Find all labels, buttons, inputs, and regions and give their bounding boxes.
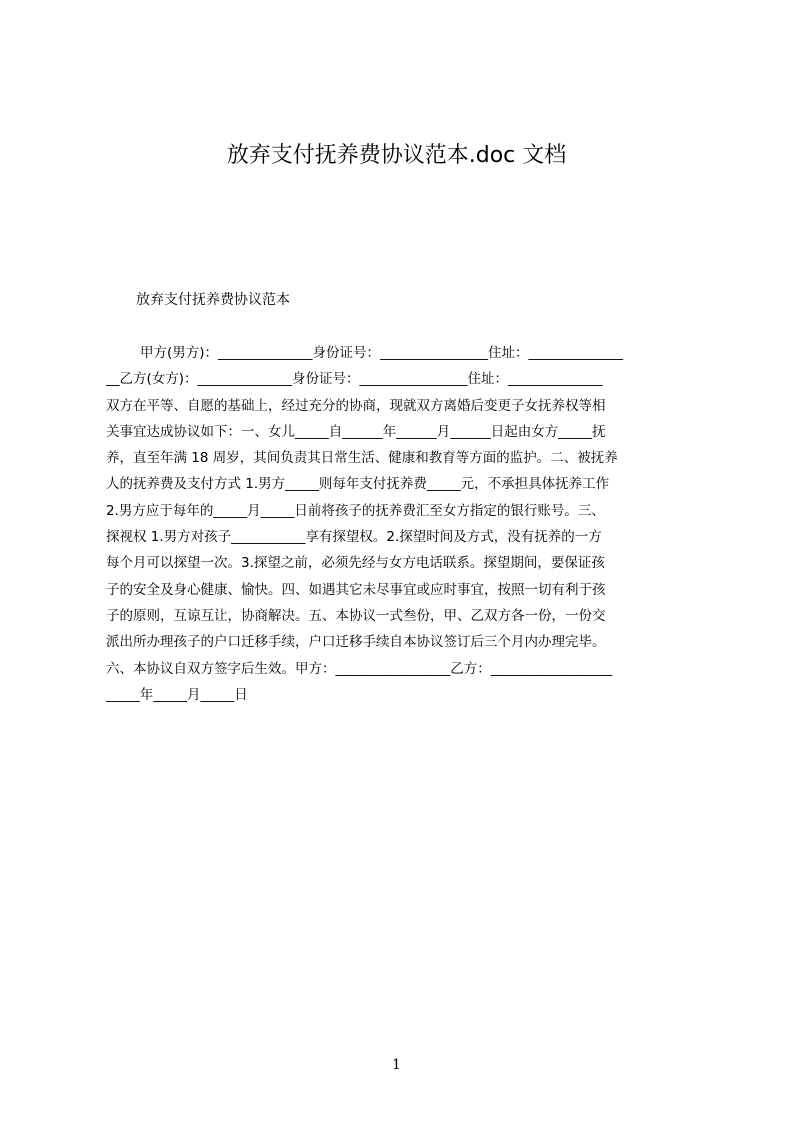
body-line: 探视权 1.男方对孩子___________享有探望权。2.探望时间及方式，没有抚养的一方 [106, 529, 602, 546]
body-line: 关事宜达成协议如下：一、女儿_____自______年______月______日起由女方_____抚 [106, 423, 606, 440]
document-title: 放弃支付抚养费协议范本.doc 文档 [226, 143, 567, 168]
body-line: 养，直至年满 18 周岁，其间负责其日常生活、健康和教育等方面的监护。二、被抚养 [106, 450, 618, 467]
page-number: 1 [392, 1057, 401, 1073]
body-line: _____年_____月_____日 [106, 686, 248, 703]
body-line: 2.男方应于每年的_____月_____日前将孩子的抚养费汇至女方指定的银行账号。三、 [106, 502, 605, 519]
body-line: 人的抚养费及支付方式 1.男方_____则每年支付抚养费_____元，不承担具体抚养工作 [106, 476, 610, 493]
agreement-body [106, 340, 697, 720]
body-line: 甲方(男方)：______________身份证号：________________住址：______________ [140, 345, 624, 361]
body-line: __乙方(女方)：______________身份证号：________________住址：______________ [106, 371, 603, 388]
body-line: 双方在平等、自愿的基础上，经过充分的协商，现就双方离婚后变更子女抚养权等相 [106, 397, 606, 414]
body-line: 子的安全及身心健康、愉快。四、如遇其它未尽事宜或应时事宜，按照一切有利于孩 [106, 581, 606, 598]
agreement-subtitle: 放弃支付抚养费协议范本 [136, 292, 290, 308]
body-line: 每个月可以探望一次。3.探望之前，必须先经与女方电话联系。探望期间，要保证孩 [106, 555, 605, 572]
body-line: 六、本协议自双方签字后生效。甲方：_________________乙方：__________________ [106, 660, 613, 677]
body-line: 派出所办理孩子的户口迁移手续，户口迁移手续自本协议签订后三个月内办理完毕。 [106, 634, 606, 651]
body-line: 子的原则，互谅互让，协商解决。五、本协议一式叁份，甲、乙双方各一份，一份交 [106, 607, 606, 624]
